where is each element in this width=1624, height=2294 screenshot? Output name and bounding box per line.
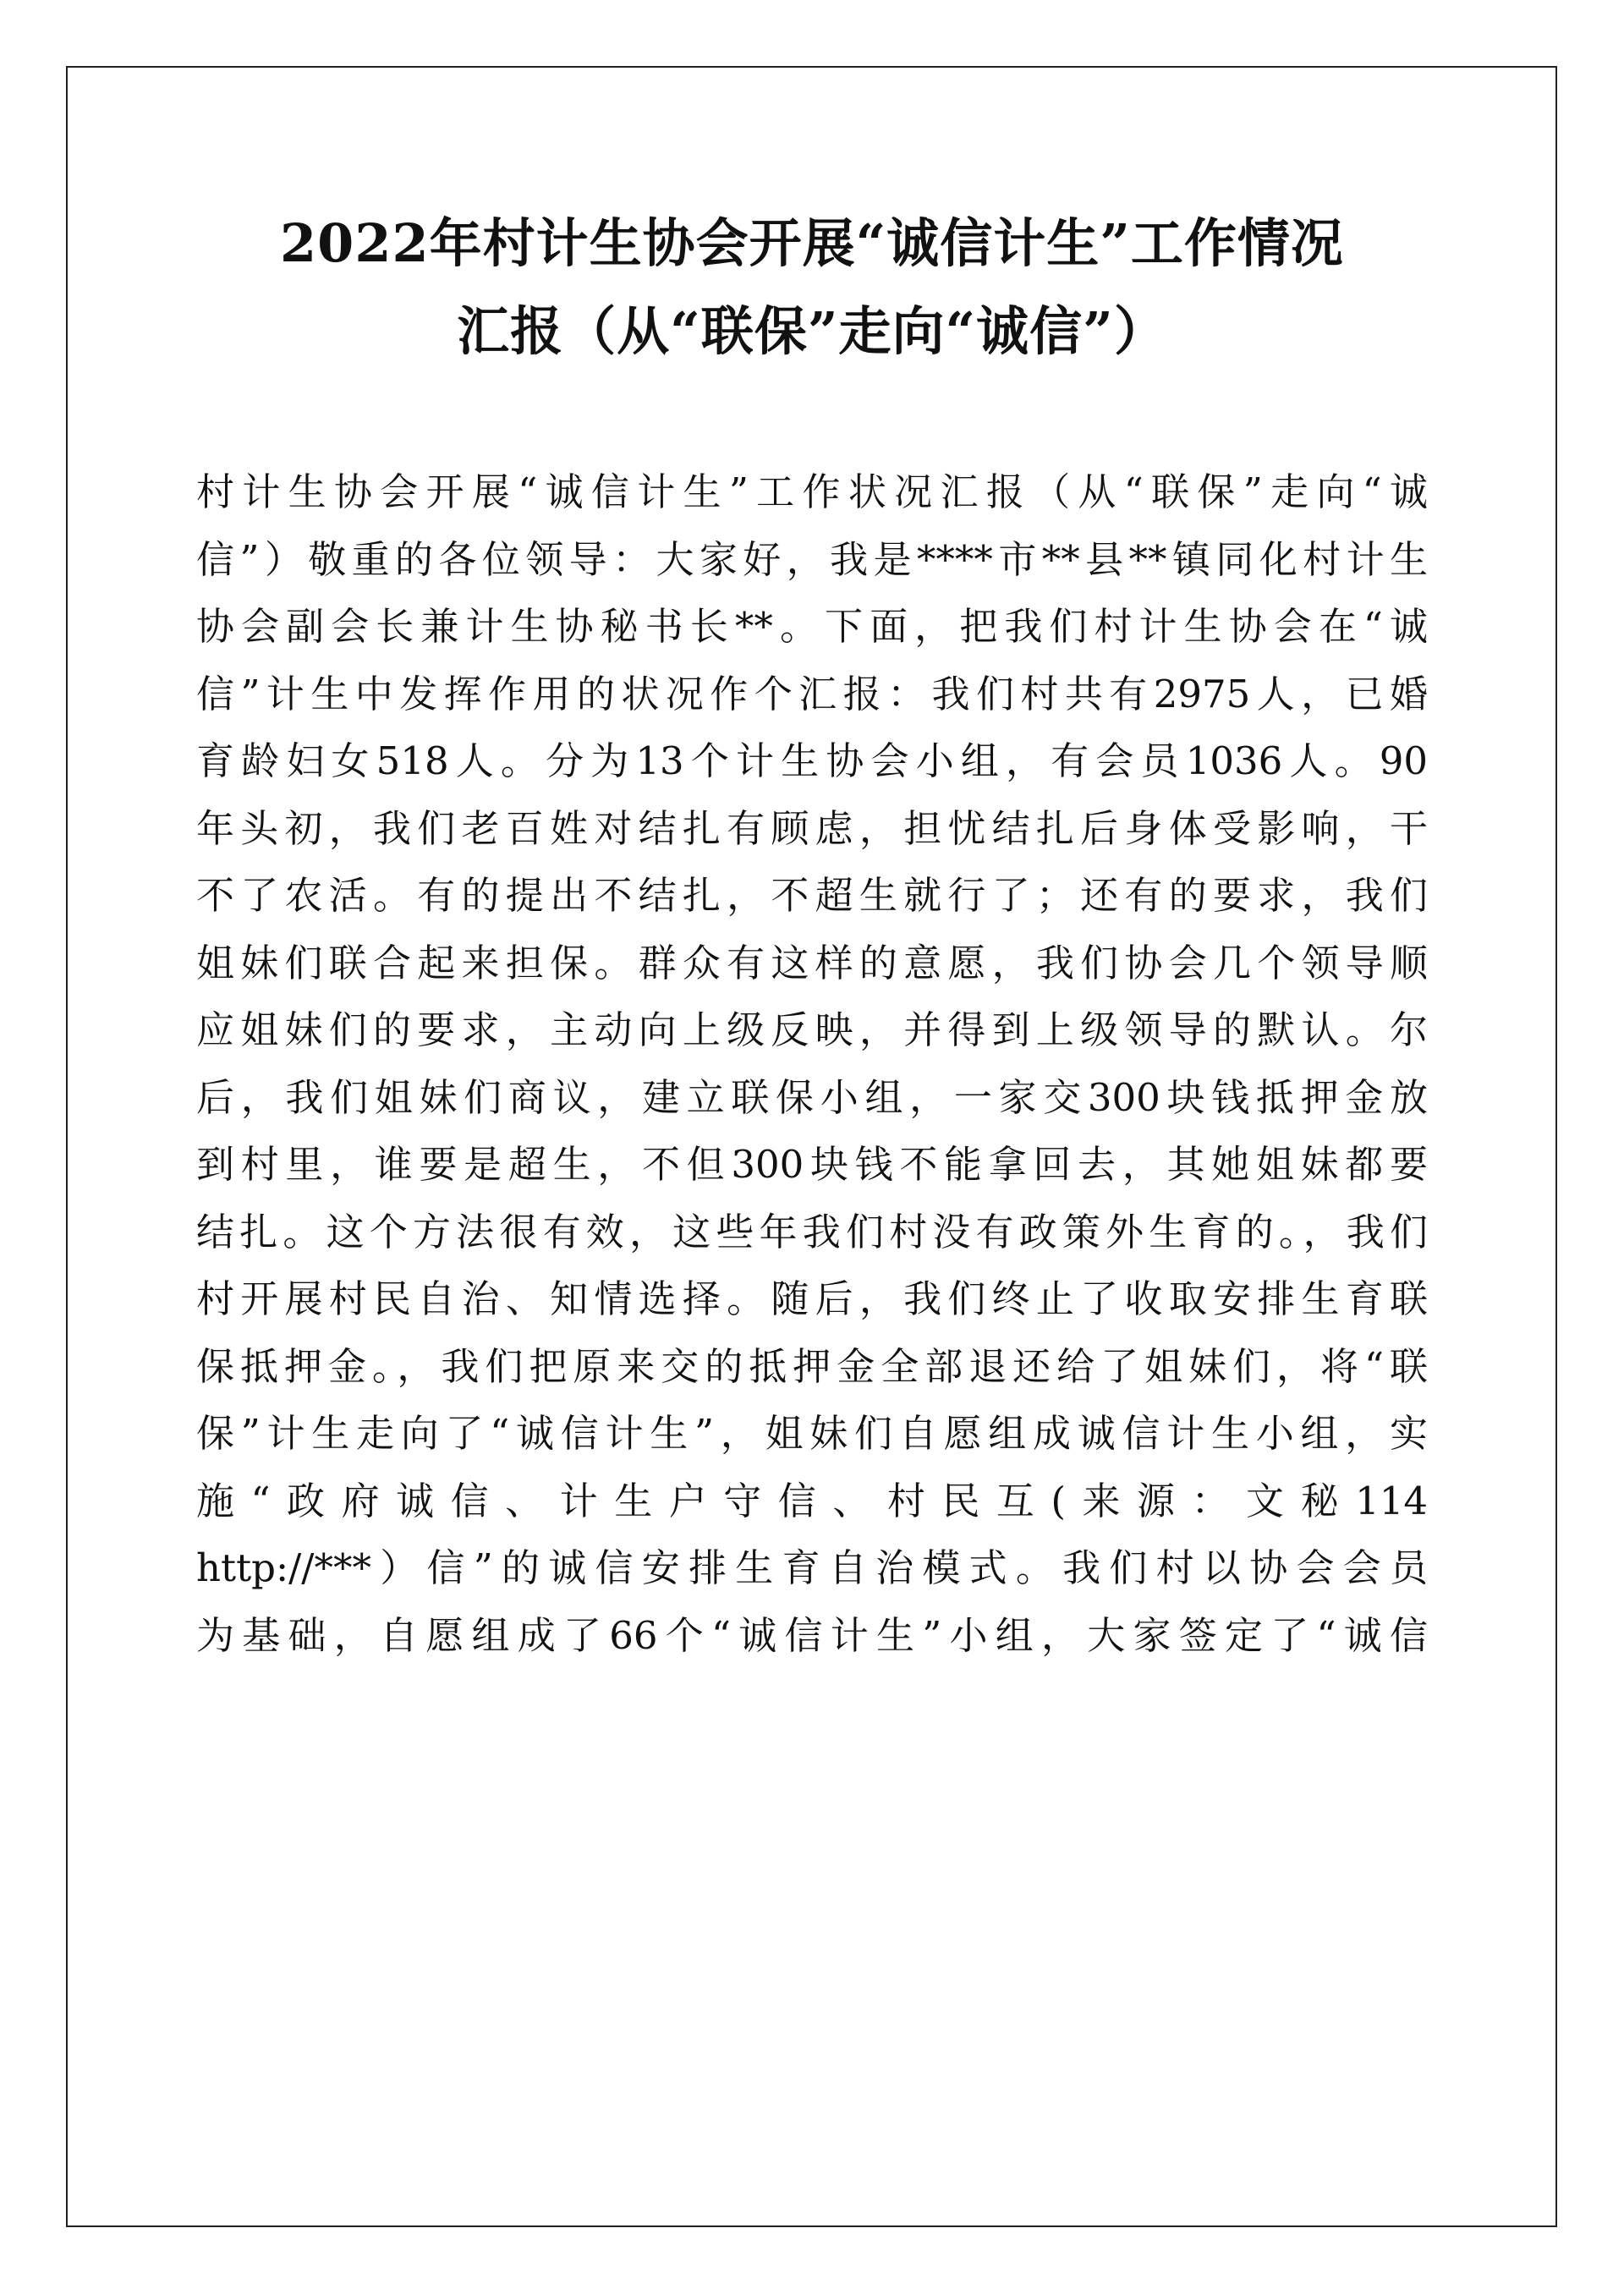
body-line-6: 年头初，我们老百姓对结扎有顾虑，担忧结扎后身体受影响，干 [196, 805, 1428, 851]
body-line-12: 结扎。这个方法很有效，这些年我们村没有政策外生育的。，我们 [196, 1209, 1428, 1254]
body-line-4: 信”计生中发挥作用的状况作个汇报：我们村共有2975人，已婚 [196, 671, 1428, 716]
body-line-3: 协会副会长兼计生协秘书长**。下面，把我们村计生协会在“诚 [196, 604, 1428, 649]
body-line-2: 信”）敬重的各位领导：大家好，我是****市**县**镇同化村计生 [196, 536, 1428, 582]
body-line-7: 不了农活。有的提出不结扎，不超生就行了；还有的要求，我们 [196, 873, 1428, 918]
body-line-16: 施“政府诚信、计生户守信、村民互(来源：文秘114 [196, 1478, 1428, 1523]
body-line-17: http://***）信”的诚信安排生育自治模式。我们村以协会会员 [196, 1545, 1428, 1590]
body-line-13: 村开展村民自治、知情选择。随后，我们终止了收取安排生育联 [196, 1276, 1428, 1321]
body-line-18: 为基础，自愿组成了66个“诚信计生”小组，大家签定了“诚信 [196, 1612, 1428, 1658]
body-line-1: 村计生协会开展“诚信计生”工作状况汇报（从“联保”走向“诚 [196, 469, 1428, 514]
body-line-8: 姐妹们联合起来担保。群众有这样的意愿，我们协会几个领导顺 [196, 940, 1428, 985]
body-line-10: 后，我们姐妹们商议，建立联保小组，一家交300块钱抵押金放 [196, 1074, 1428, 1120]
document-title [169, 200, 1455, 376]
body-line-15: 保”计生走向了“诚信计生”，姐妹们自愿组成诚信计生小组，实 [196, 1411, 1428, 1456]
body-line-5: 育龄妇女518人。分为13个计生协会小组，有会员1036人。90 [196, 738, 1428, 783]
body-line-9: 应姐妹们的要求，主动向上级反映，并得到上级领导的默认。尔 [196, 1007, 1428, 1052]
title-line-2: 汇报（从“联保”走向“诚信”） [457, 300, 1167, 362]
body-line-11: 到村里，谁要是超生，不但300块钱不能拿回去，其她姐妹都要 [196, 1142, 1428, 1187]
body-line-14: 保抵押金。，我们把原来交的抵押金全部退还给了姐妹们，将“联 [196, 1343, 1428, 1389]
document-body [196, 458, 1428, 1669]
title-line-1: 2022年村计生协会开展“诚信计生”工作情况 [280, 212, 1344, 274]
